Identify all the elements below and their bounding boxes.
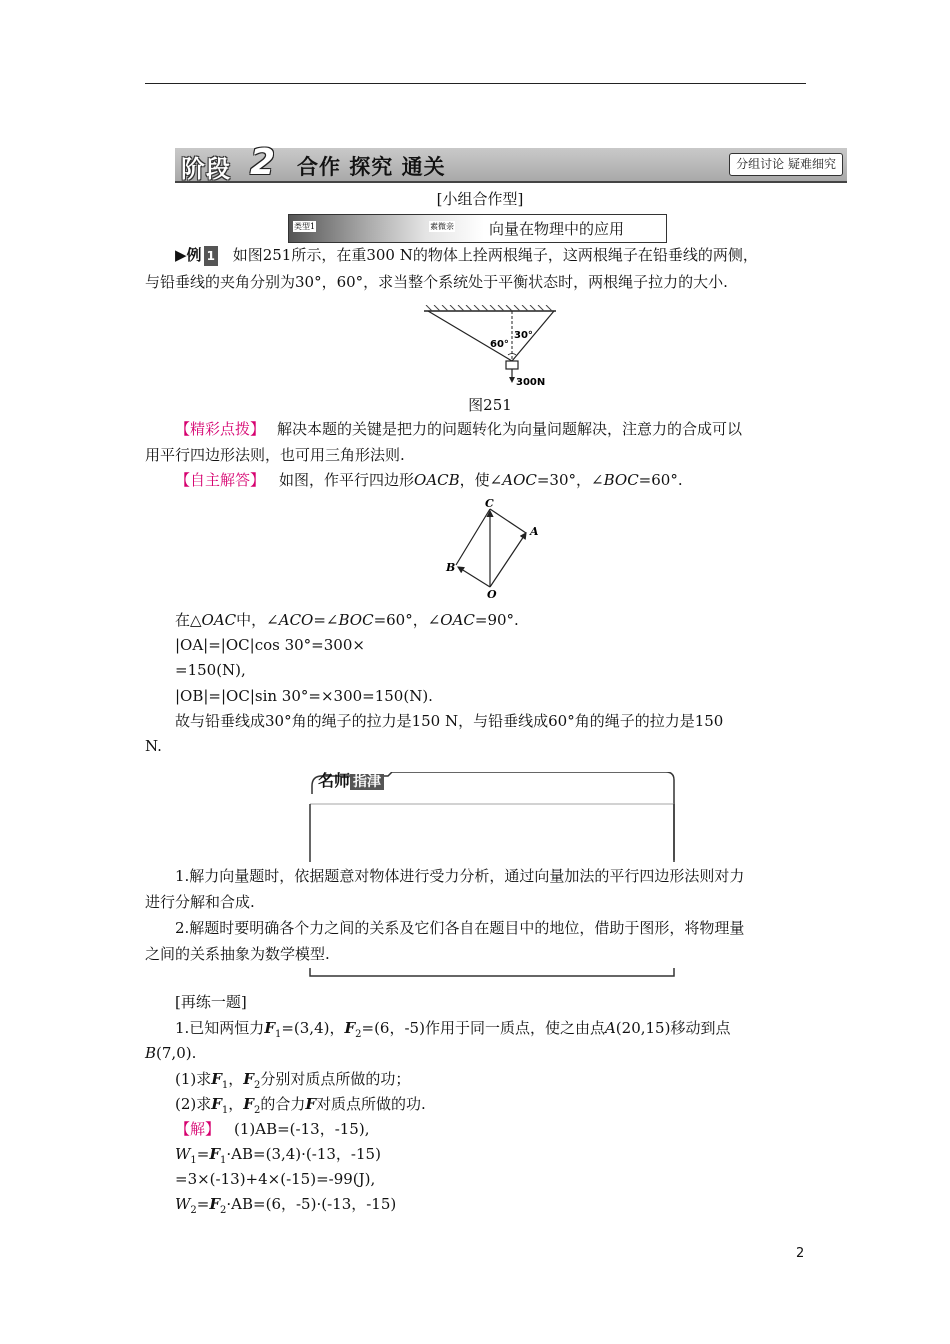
type-badge-secondary: 素微亲 (430, 222, 454, 231)
edge-cb (456, 509, 490, 565)
example-badge: ▶例 1 (175, 245, 218, 266)
weight-arrowhead (509, 377, 515, 383)
pq1-sub2: 2 (355, 1029, 362, 1040)
sol2-end: ·AB=(3,4)·(-13，-15) (226, 1145, 381, 1163)
sol2-Fsub: 1 (220, 1155, 227, 1166)
solution-label: 【自主解答】 (175, 471, 266, 489)
example-line-2: 与铅垂线的夹角分别为30°，60°，求当整个系统处于平衡状态时，两根绳子拉力的大小. (145, 273, 728, 291)
page-number: 2 (796, 1246, 805, 1261)
pq1-d: (20,15)移动到点 (615, 1019, 731, 1037)
sol4-eq: = (196, 1195, 210, 1213)
pq1-b: =(3,4)， (281, 1019, 345, 1037)
pq1-a: 1.已知两恒力 (175, 1019, 265, 1037)
practice-sol-1 (175, 1119, 369, 1139)
label-b: B (446, 561, 456, 574)
solution-angle-1: AOC (502, 471, 537, 489)
work-1c: 中，∠ (236, 611, 279, 629)
stage-label: 阶段 (181, 154, 231, 183)
weight-box (506, 361, 518, 369)
work-line-6: N. (145, 737, 162, 755)
practice-q2 (175, 1094, 426, 1121)
label-o: O (487, 588, 497, 600)
hint-line-2: 用平行四边形法则，也可用三角形法则. (145, 446, 405, 464)
label-c: C (485, 497, 494, 510)
angle-60-label: 60° (490, 339, 509, 350)
weight-label: 300N (516, 377, 546, 387)
pq1-c: =(6，-5)作用于同一质点，使之由点 (361, 1019, 605, 1037)
solution-text-b: ，使∠ (459, 471, 503, 489)
q2-F: F (305, 1095, 316, 1113)
q1-sub1: 1 (221, 1080, 229, 1091)
tips-title (318, 768, 384, 791)
stage-title: 合作 探究 通关 (297, 154, 446, 179)
work-1b: OAC (201, 611, 237, 629)
sol4-Fsub: 2 (220, 1205, 227, 1216)
work-1f: BOC (338, 611, 374, 629)
sol4-end: ·AB=(6，-5)·(-13，-15) (226, 1195, 397, 1213)
work-1h: OAC (440, 611, 475, 629)
stage-banner (175, 142, 847, 183)
vector-ob (458, 567, 490, 587)
solution-angle-2: BOC (603, 471, 639, 489)
solution-text-a: 如图，作平行四边形 (279, 471, 415, 489)
figure-ropes (420, 305, 560, 387)
q1-a: (1)求 (175, 1070, 212, 1088)
sol2-W: W (175, 1145, 191, 1163)
work-1a: 在△ (175, 611, 202, 629)
rope-left (428, 311, 512, 361)
q1-F1: F (211, 1070, 222, 1088)
sol4-sub: 2 (190, 1205, 197, 1216)
q2-c: 对质点所做的功. (316, 1095, 426, 1113)
section-label: [小组合作型] (436, 190, 524, 208)
q2-F2: F (243, 1095, 254, 1113)
solution-line-1 (175, 470, 683, 490)
sol2-F: F (209, 1145, 221, 1163)
sol4-W: W (175, 1195, 191, 1213)
stage-number: 2 (250, 142, 276, 183)
hint-text-1: 解决本题的关键是把力的问题转化为向量问题解决，注意力的合成可以 (277, 420, 743, 438)
tips-p1-line-2: 进行分解和合成. (145, 893, 255, 911)
sol-label: 【解】 (175, 1120, 221, 1138)
sol2-sub: 1 (190, 1155, 197, 1166)
pq1-F1: F (264, 1019, 275, 1037)
pq2-text: (7,0). (156, 1044, 197, 1062)
work-1g: =60°，∠ (373, 611, 441, 629)
figure-parallelogram (440, 495, 550, 600)
hint-line-1 (175, 419, 742, 439)
tips-p1-line-1: 1.解力向量题时，依据题意对物体进行受力分析，通过向量加法的平行四边形法则对力 (175, 867, 745, 885)
angle-30-label: 30° (514, 330, 533, 341)
work-1d: ACO (278, 611, 314, 629)
sol2-eq: = (196, 1145, 210, 1163)
work-line-1 (175, 610, 519, 630)
pq1-F2: F (344, 1019, 356, 1037)
q2-comma: ， (228, 1095, 244, 1113)
work-line-4: |OB|=|OC|sin 30°=×300=150(N). (175, 687, 433, 705)
ceiling-hatching (424, 305, 556, 311)
work-line-2: |OA|=|OC|cos 30°=300× (175, 636, 365, 654)
figure-caption: 图251 (468, 396, 512, 414)
sol4-F: F (209, 1195, 221, 1213)
type-bar (288, 214, 667, 243)
q2-b: 的合力 (260, 1095, 306, 1113)
work-line-5: 故与铅垂线成30°角的绳子的拉力是150 N，与铅垂线成60°角的绳子的拉力是150 (175, 712, 724, 730)
practice-sol-3: =3×(-13)+4×(-15)=-99(J), (175, 1170, 376, 1188)
edge-ca (490, 509, 526, 533)
header-rule (145, 83, 806, 84)
tips-title-a: 名师 (318, 771, 351, 790)
q2-F1: F (211, 1095, 222, 1113)
type-title: 向量在物理中的应用 (489, 220, 625, 238)
work-1i: =90°. (474, 611, 519, 629)
vector-oa (490, 533, 526, 587)
hint-label: 【精彩点拨】 (175, 420, 266, 438)
example-line-1 (175, 245, 758, 266)
work-1e: =∠ (313, 611, 339, 629)
pq1-sub1: 1 (274, 1029, 282, 1040)
pq1-ptA: A (604, 1019, 616, 1037)
sol-1: (1)AB=(-13，-15), (234, 1120, 370, 1138)
q1-F2: F (243, 1070, 254, 1088)
type-badge: 类型1 (294, 222, 316, 231)
practice-q-line-2 (145, 1043, 196, 1063)
pq2-ptB: B (145, 1044, 157, 1062)
solution-text-c: =30°，∠ (536, 471, 604, 489)
q1-b: 分别对质点所做的功； (260, 1070, 411, 1088)
practice-q-line-1 (175, 1018, 730, 1045)
practice-sol-4 (175, 1194, 396, 1221)
q2-sub1: 1 (221, 1105, 229, 1116)
q1-comma: ， (228, 1070, 244, 1088)
q1-sub2: 2 (253, 1080, 261, 1091)
work-line-3: =150(N), (175, 661, 246, 679)
q2-sub2: 2 (253, 1105, 261, 1116)
q2-a: (2)求 (175, 1095, 212, 1113)
tips-title-b: 指津 (350, 774, 384, 790)
solution-text-d: =60°. (638, 471, 683, 489)
tips-p2-line-1: 2.解题时要明确各个力之间的关系及它们各自在题目中的地位，借助于图形，将物理量 (175, 919, 745, 937)
tips-p2-line-2: 之间的关系抽象为数学模型. (145, 945, 330, 963)
solution-shape: OACB (414, 471, 460, 489)
example-number: 1 (204, 246, 218, 266)
practice-sol-2 (175, 1144, 381, 1171)
banner-tag: 分组讨论 疑难细究 (729, 153, 843, 176)
example-text-1: 如图251所示，在重300 N的物体上拴两根绳子，这两根绳子在铅垂线的两侧， (232, 246, 758, 264)
label-a: A (530, 525, 539, 538)
practice-label: [再练一题] (175, 993, 247, 1011)
practice-q1 (175, 1069, 410, 1096)
